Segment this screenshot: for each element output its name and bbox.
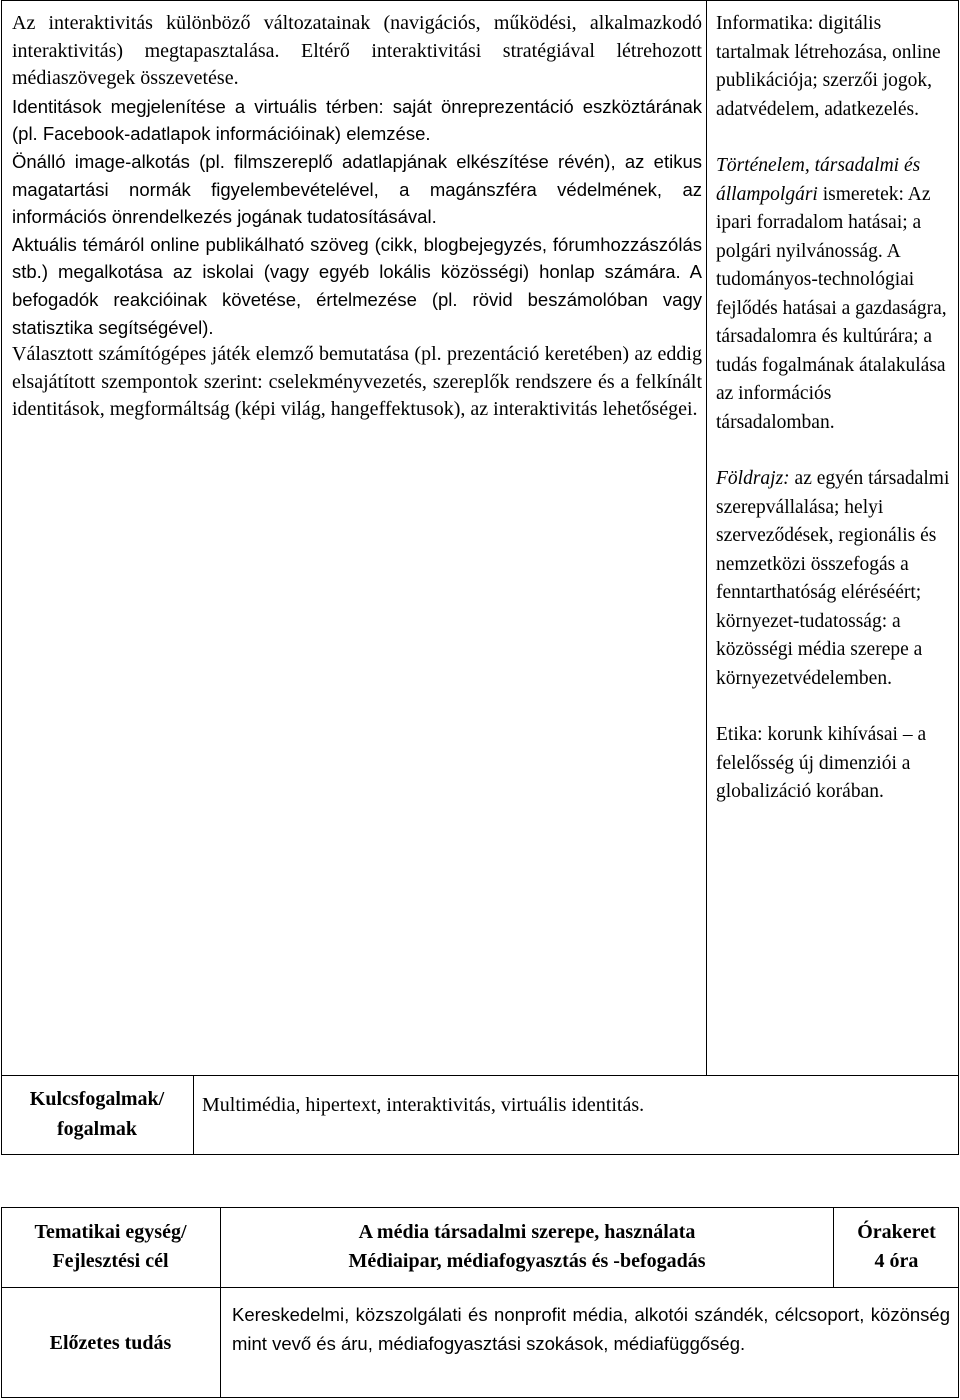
subject-text: digitális tartalmak létrehozása, online publikációja; szerzői jogok, adatvédelem, adatkezelés. — [716, 13, 941, 120]
column-divider — [193, 1075, 194, 1155]
hours-label: Órakeret — [857, 1221, 936, 1243]
link-foldrajz — [716, 465, 954, 693]
activity-paragraph: Az interaktivitás különböző változatainak (navigációs, működési, alkalmazkodó interaktivitás) megtapasztalása. Eltérő interaktivitási stratégiával létrehozott médiaszövegek összevetése. — [12, 12, 702, 90]
link-tortenelem — [716, 152, 954, 437]
activity-paragraph: Identitások megjelenítése a virtuális térben: saját önreprezentáció eszköztárának (pl. Facebook-adatlapok információinak) elemzése. — [12, 95, 702, 145]
activity-paragraph: Önálló image-alkotás (pl. filmszereplő adatlapjának elkészítése révén), az etikus magatartási normák figyelembevételével, a magánszféra védelmének, az információs önrendelkezés jogának tudatosításával. — [12, 150, 702, 228]
subject-text: az egyén társadalmi szerepvállalása; helyi szerveződések, regionális és nemzetközi összefogás a fenntarthatóság eléréséért; környezet-tudatosság: a közösségi média szerepe a környezetvédelemben. — [716, 468, 950, 689]
prior-knowledge-label-text: Előzetes tudás — [49, 1331, 172, 1354]
unit-label — [1, 1207, 220, 1287]
subject-text: korunk kihívásai – a felelősség új dimenziói a globalizáció korában. — [716, 724, 927, 802]
unit-title — [221, 1207, 833, 1287]
subject-label: Etika: — [716, 724, 763, 745]
cross-curricular-links — [716, 10, 954, 835]
activity-paragraph: Választott számítógépes játék elemző bemutatása (pl. prezentáció keretében) az eddig elsajátított szempontok szerint: cselekményvezetés, szereplők rendszere és a felkínált identitások, megformáltság (képi világ, hangeffektusok), az interaktivitás lehetőségei. — [12, 343, 702, 421]
subject-label: Informatika: — [716, 13, 814, 34]
column-divider — [706, 0, 707, 1075]
subject-label: Történelem, társadalmi és állampolgári — [716, 155, 921, 205]
hours-value: 4 óra — [874, 1250, 919, 1272]
unit-title-line1: A média társadalmi szerepe, használata — [358, 1221, 696, 1243]
unit-title-line2: Médiaipar, médiafogyasztás és -befogadás — [348, 1250, 706, 1272]
prior-knowledge-text: Kereskedelmi, közszolgálati és nonprofit média, alkotói szándék, célcsoport, közönség mint vevő és áru, médiafogyasztási szokások, médiafüggőség. — [232, 1304, 950, 1354]
subject-label: Földrajz: — [716, 468, 790, 489]
link-etika — [716, 721, 954, 807]
unit-label-text: Tematikai egység/ Fejlesztési cél — [34, 1221, 187, 1272]
keywords-value: Multimédia, hipertext, interaktivitás, virtuális identitás. — [202, 1094, 645, 1116]
activities-text — [12, 10, 702, 424]
hours-cell — [834, 1207, 959, 1287]
keywords-label: Kulcsfogalmak/ fogalmak — [29, 1087, 165, 1140]
subject-text: ismeretek: Az ipari forradalom hatásai; a polgári nyilvánosság. A tudományos-technológiai fejlődés hatásai a gazdaságra, társadalomra és kultúrára; a tudás fogalmának átalakulása az információs társadalomban. — [716, 183, 947, 433]
activity-paragraph: Aktuális témáról online publikálható szöveg (cikk, blogbejegyzés, fórumhozzászólás stb.) megalkotása az iskolai (vagy egyéb lokális közösségi) honlap számára. A befogadók reakcióinak követése, értelmezése (pl. rövid beszámolóban vagy statisztika segítségével). — [12, 233, 702, 338]
link-informatika — [716, 10, 954, 124]
prior-knowledge-label — [1, 1288, 220, 1398]
